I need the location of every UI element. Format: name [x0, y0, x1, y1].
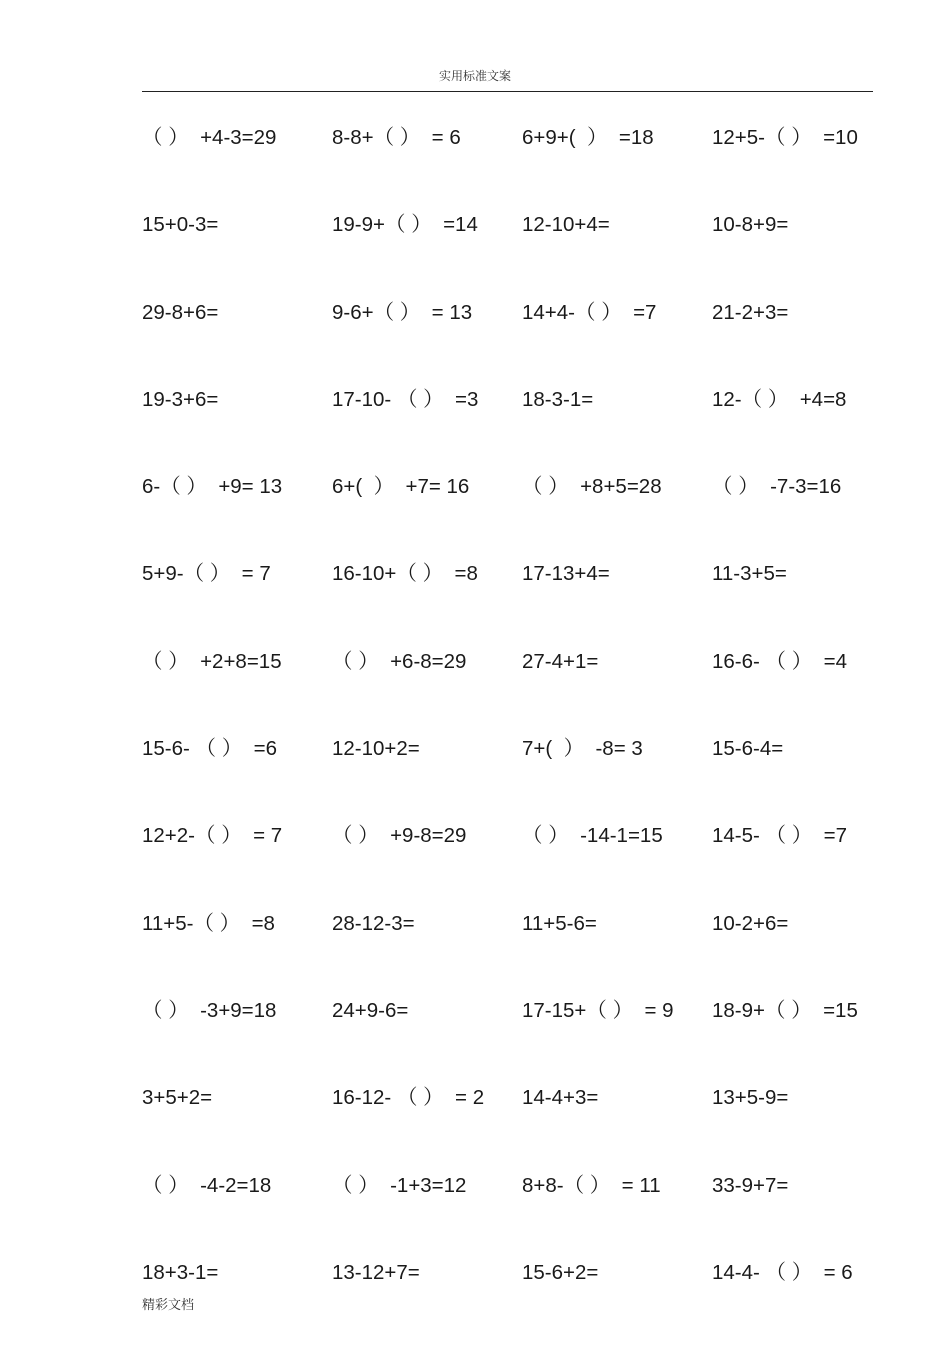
- arithmetic-problem: 12-（ ） +4=8: [712, 387, 847, 411]
- arithmetic-problem: 14-5- （ ） =7: [712, 824, 848, 848]
- arithmetic-problem: 24+9-6=: [332, 998, 409, 1022]
- arithmetic-problem: 19-3+6=: [142, 387, 219, 411]
- arithmetic-problem: 17-10- （ ） =3: [332, 387, 479, 411]
- arithmetic-problem: （ ） +8+5=28: [522, 475, 662, 499]
- arithmetic-problem: 17-13+4=: [522, 562, 610, 586]
- arithmetic-problem: 27-4+1=: [522, 649, 599, 673]
- arithmetic-problem: 3+5+2=: [142, 1086, 213, 1110]
- arithmetic-problem: 15+0-3=: [142, 213, 219, 237]
- arithmetic-problem: （ ） -1+3=12: [332, 1173, 467, 1197]
- arithmetic-problem: 8+8-（ ） = 11: [522, 1173, 661, 1197]
- header-divider: [142, 91, 873, 92]
- arithmetic-problem: 28-12-3=: [332, 911, 415, 935]
- worksheet-row: [142, 382, 902, 469]
- arithmetic-problem: 21-2+3=: [712, 300, 789, 324]
- arithmetic-problem: 14-4+3=: [522, 1086, 599, 1110]
- arithmetic-problem: 13-12+7=: [332, 1260, 420, 1284]
- arithmetic-problem: 6-（ ） +9= 13: [142, 475, 283, 499]
- arithmetic-problem: 12+2-（ ） = 7: [142, 824, 283, 848]
- arithmetic-problem: 13+5-9=: [712, 1086, 789, 1110]
- arithmetic-problem: 12-10+4=: [522, 213, 610, 237]
- arithmetic-problem: （ ） +2+8=15: [142, 649, 282, 673]
- arithmetic-problem: （ ） -3+9=18: [142, 998, 277, 1022]
- arithmetic-problem: （ ） -7-3=16: [712, 475, 842, 499]
- arithmetic-problem: 8-8+（ ） = 6: [332, 126, 461, 149]
- arithmetic-problem: 6+9+( ） =18: [522, 126, 654, 149]
- worksheet-row: [142, 556, 902, 643]
- arithmetic-problem: 11-3+5=: [712, 562, 787, 586]
- page-header-title: 实用标准文案: [438, 69, 511, 83]
- arithmetic-problem: 18+3-1=: [142, 1260, 219, 1284]
- worksheet-row: [142, 818, 902, 905]
- arithmetic-problem: 15-6-4=: [712, 737, 784, 761]
- arithmetic-problem: 11+5-（ ） =8: [142, 911, 275, 935]
- page-footer-label: 精彩文档: [142, 1298, 195, 1313]
- arithmetic-problem: 12+5-（ ） =10: [712, 126, 858, 149]
- worksheet-row: [142, 120, 902, 207]
- arithmetic-problem: （ ） -14-1=15: [522, 824, 663, 848]
- worksheet-row: [142, 644, 902, 731]
- arithmetic-problem: 10-8+9=: [712, 213, 789, 237]
- arithmetic-problem: 9-6+（ ） = 13: [332, 300, 473, 324]
- arithmetic-problem: 15-6- （ ） =6: [142, 737, 278, 761]
- arithmetic-problem: 29-8+6=: [142, 300, 219, 324]
- arithmetic-problem: 17-15+（ ） = 9: [522, 998, 674, 1022]
- arithmetic-problem: （ ） +9-8=29: [332, 824, 467, 848]
- worksheet-row: [142, 1168, 902, 1255]
- worksheet-row: [142, 295, 902, 382]
- worksheet-row: [142, 1080, 902, 1167]
- arithmetic-problem: 11+5-6=: [522, 911, 597, 935]
- arithmetic-problem: 16-6- （ ） =4: [712, 649, 848, 673]
- worksheet-row: [142, 993, 902, 1080]
- arithmetic-problem: 7+( ） -8= 3: [522, 737, 643, 761]
- arithmetic-problem: 14-4- （ ） = 6: [712, 1260, 853, 1284]
- arithmetic-problem: 18-3-1=: [522, 387, 594, 411]
- worksheet-row: [142, 906, 902, 993]
- arithmetic-problem: 5+9-（ ） = 7: [142, 562, 271, 586]
- worksheet-row: [142, 207, 902, 294]
- arithmetic-problem: 6+( ） +7= 16: [332, 475, 470, 499]
- arithmetic-problem: 16-12- （ ） = 2: [332, 1086, 485, 1110]
- worksheet-row: [142, 469, 902, 556]
- arithmetic-problem: 33-9+7=: [712, 1173, 789, 1197]
- arithmetic-worksheet-grid: [142, 120, 902, 1342]
- worksheet-row: [142, 731, 902, 818]
- arithmetic-problem: （ ） +6-8=29: [332, 649, 467, 673]
- arithmetic-problem: 16-10+（ ） =8: [332, 562, 478, 586]
- arithmetic-problem: 19-9+（ ） =14: [332, 213, 478, 237]
- arithmetic-problem: 14+4-（ ） =7: [522, 300, 657, 324]
- arithmetic-problem: 18-9+（ ） =15: [712, 998, 858, 1022]
- worksheet-row: [142, 1255, 902, 1342]
- arithmetic-problem: （ ） +4-3=29: [142, 126, 277, 149]
- arithmetic-problem: 15-6+2=: [522, 1260, 599, 1284]
- arithmetic-problem: 12-10+2=: [332, 737, 420, 761]
- arithmetic-problem: 10-2+6=: [712, 911, 789, 935]
- arithmetic-problem: （ ） -4-2=18: [142, 1173, 272, 1197]
